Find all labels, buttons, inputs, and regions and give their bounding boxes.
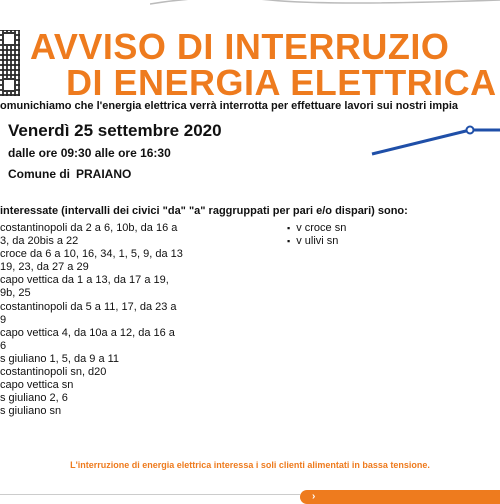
- street-item: s giuliano 1, 5, da 9 a 11: [0, 352, 120, 365]
- footer-note: L'interruzione di energia elettrica interessa i soli clienti alimentati in bassa tensione.: [70, 460, 430, 470]
- street-item: capo vettica sn: [0, 379, 74, 392]
- street-item: 9: [0, 313, 7, 326]
- comune-value: PRAIANO: [76, 167, 132, 181]
- comune-line: [8, 167, 131, 181]
- street-item: costantinopoli sn, d20: [0, 366, 107, 379]
- zones-heading: interessate (intervalli dei civici "da" "a" raggruppati per pari e/o dispari) sono:: [0, 205, 408, 217]
- street-item: capo vettica da 1 a 13, da 17 a 19,: [0, 274, 169, 287]
- street-item: 6: [0, 339, 7, 352]
- notice-title-line2: DI ENERGIA ELETTRICA: [66, 62, 497, 103]
- footer-orange-bar: [300, 490, 500, 504]
- street-item: ▪ v croce sn: [287, 222, 346, 235]
- top-swoosh-decoration: [150, 0, 500, 8]
- street-item: croce da 6 a 10, 16, 34, 1, 5, 9, da 13: [0, 248, 183, 261]
- streets-list-right: [287, 222, 346, 248]
- blue-line-decoration: [370, 118, 500, 158]
- chevron-right-icon: ›: [312, 491, 316, 502]
- streets-list-left: [0, 222, 183, 418]
- street-item: capo vettica 4, da 10a a 12, da 16 a: [0, 326, 175, 339]
- interruption-date: Venerdì 25 settembre 2020: [8, 121, 222, 140]
- street-item: 9b, 25: [0, 287, 31, 300]
- street-item: costantinopoli da 2 a 6, 10b, da 16 a: [0, 222, 178, 234]
- comune-label: Comune di: [8, 167, 70, 181]
- street-item: ▪ v ulivi sn: [287, 235, 346, 248]
- intro-text: omunichiamo che l'energia elettrica verrà interrotta per effettuare lavori sui nostri impia: [0, 100, 459, 112]
- bottom-divider: [0, 494, 300, 495]
- street-item: 3, da 20bis a 22: [0, 235, 79, 248]
- street-item: s giuliano 2, 6: [0, 392, 68, 405]
- street-item: 19, 23, da 27 a 29: [0, 261, 89, 274]
- qr-code-icon: [0, 30, 20, 96]
- notice-title-line1: AVVISO DI INTERRUZIO: [30, 26, 450, 67]
- interruption-hours: dalle ore 09:30 alle ore 16:30: [8, 146, 171, 160]
- street-item: costantinopoli da 5 a 11, 17, da 23 a: [0, 300, 177, 313]
- street-item: s giuliano sn: [0, 405, 62, 418]
